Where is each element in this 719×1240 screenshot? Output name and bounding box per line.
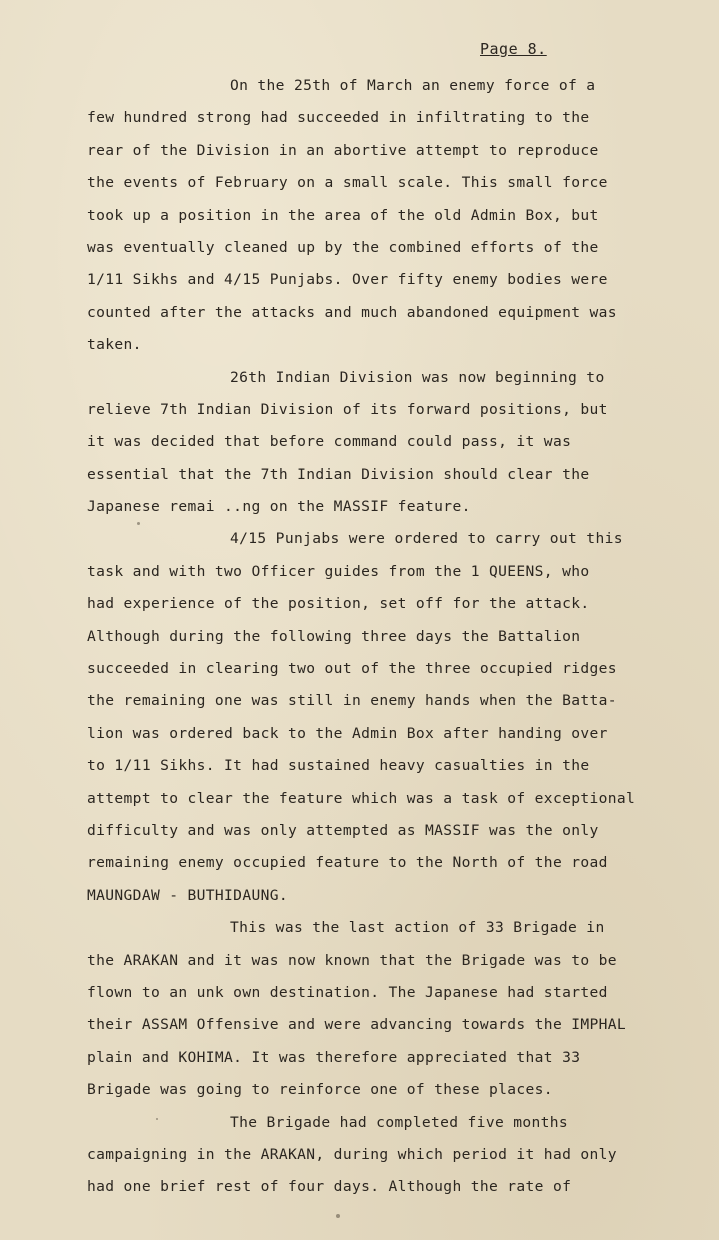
paper-speck — [137, 522, 140, 525]
text-line: flown to an unk own destination. The Japanese had started — [87, 983, 608, 1001]
text-line: campaigning in the ARAKAN, during which period it had only — [87, 1145, 617, 1163]
paragraph-first-line: The Brigade had completed five months — [230, 1113, 569, 1131]
text-line: Brigade was going to reinforce one of these places. — [87, 1081, 553, 1099]
text-line: their ASSAM Offensive and were advancing towards the IMPHAL — [87, 1016, 627, 1034]
text-line: taken. — [87, 336, 142, 354]
text-line: plain and KOHIMA. It was therefore appreciated that 33 — [87, 1048, 581, 1066]
paper-speck — [156, 1118, 158, 1120]
document-body — [87, 70, 687, 1204]
text-line: had experience of the position, set off for the attack. — [87, 595, 590, 613]
paragraph-first-line: This was the last action of 33 Brigade in — [230, 919, 605, 937]
text-line: took up a position in the area of the old Admin Box, but — [87, 206, 599, 224]
text-line: was eventually cleaned up by the combined efforts of the — [87, 238, 599, 256]
paragraph-first-line: On the 25th of March an enemy force of a — [230, 77, 596, 94]
text-line: MAUNGDAW - BUTHIDAUNG. — [87, 886, 288, 904]
page-number-label: Page 8. — [480, 40, 547, 58]
text-line: relieve 7th Indian Division of its forward positions, but — [87, 400, 608, 418]
text-line: counted after the attacks and much abandoned equipment was — [87, 303, 617, 321]
text-line: the remaining one was still in enemy hands when the Batta- — [87, 692, 617, 710]
text-line: essential that the 7th Indian Division should clear the — [87, 465, 590, 483]
paragraph-first-line: 4/15 Punjabs were ordered to carry out this — [230, 530, 623, 548]
text-line: had one brief rest of four days. Although the rate of — [87, 1178, 572, 1196]
page-number — [480, 40, 547, 58]
text-line: 1/11 Sikhs and 4/15 Punjabs. Over fifty enemy bodies were — [87, 271, 608, 289]
text-line: task and with two Officer guides from the 1 QUEENS, who — [87, 562, 590, 580]
text-line: few hundred strong had succeeded in infiltrating to the — [87, 109, 590, 127]
text-line: rear of the Division in an abortive attempt to reproduce — [87, 141, 599, 159]
text-line: the ARAKAN and it was now known that the Brigade was to be — [87, 951, 617, 969]
text-line: Although during the following three days the Battalion — [87, 627, 581, 645]
text-line: it was decided that before command could pass, it was — [87, 433, 572, 451]
paragraph-first-line: 26th Indian Division was now beginning to — [230, 368, 605, 386]
text-line: Japanese remai ..ng on the MASSIF feature. — [87, 498, 471, 516]
text-line: attempt to clear the feature which was a task of exceptional — [87, 789, 636, 807]
text-line: lion was ordered back to the Admin Box after handing over — [87, 724, 608, 742]
text-line: succeeded in clearing two out of the three occupied ridges — [87, 660, 617, 678]
paper-speck — [336, 1214, 340, 1218]
text-line: difficulty and was only attempted as MASSIF was the only — [87, 821, 599, 839]
text-line: to 1/11 Sikhs. It had sustained heavy casualties in the — [87, 757, 590, 775]
text-line: the events of February on a small scale. This small force — [87, 174, 608, 192]
text-line: remaining enemy occupied feature to the North of the road — [87, 854, 608, 872]
